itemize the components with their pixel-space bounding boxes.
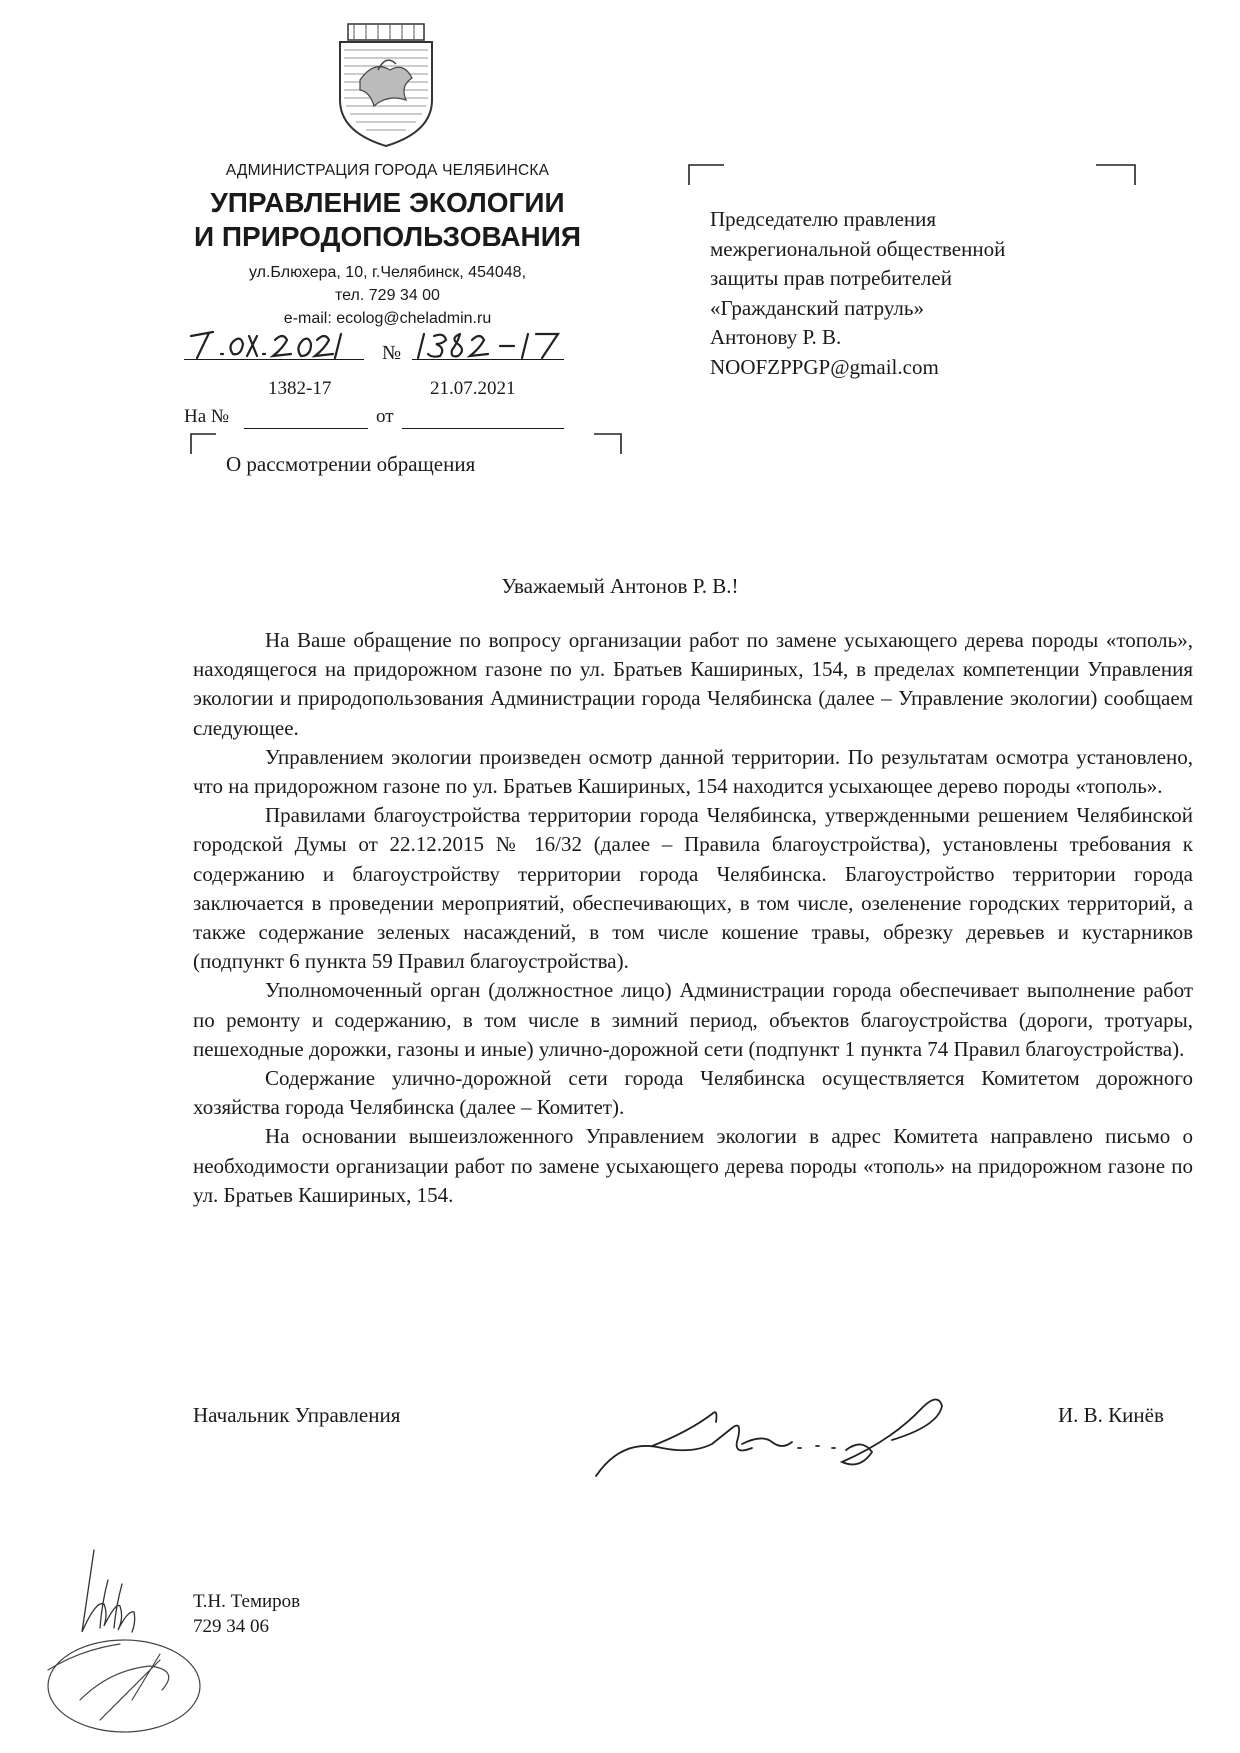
addressee-line: защиты прав потребителей: [710, 266, 952, 290]
greeting: Уважаемый Антонов Р. В.!: [501, 574, 739, 598]
body-paragraph: На Ваше обращение по вопросу организации работ по замене усыхающего дерева породы «тополь», находящегося на придорожном газоне по ул. Братьев Кашириных, 154, в пределах компетенции Управления экологии и природопользования Администрации города Челябинска (далее – Управление экологии) сообщаем следующее.: [193, 628, 1193, 740]
body-paragraph: Правилами благоустройства территории города Челябинска, утвержденными решением Челябинской городской Думы от 22.12.2015 № 16/32 (далее – Правила благоустройства), установлены требования к содержанию и благоустройству территории города Челябинска. Благоустройство территории города заключается в проведении мероприятий, обеспечивающих, в том числе, озеленение городских территорий, а также содержание зеленых насаждений, в том числе кошение травы, обрезку деревьев и кустарников (подпункт 6 пункта 59 Правил благоустройства).: [193, 803, 1193, 974]
department-phone: тел. 729 34 00: [335, 287, 440, 304]
registration-number-printed: 1382-17: [268, 378, 332, 399]
city-coat-of-arms-icon: [334, 20, 438, 150]
addressee-block: [710, 205, 1005, 382]
letter-body: [193, 626, 1193, 1210]
executor-name: Т.Н. Темиров: [193, 1591, 301, 1612]
registration-date-printed: 21.07.2021: [430, 378, 516, 399]
handwritten-signature: [592, 1378, 952, 1488]
addressee-email: NOOFZPPGP@gmail.com: [710, 354, 939, 379]
body-paragraph: На основании вышеизложенного Управлением экологии в адрес Комитета направлено письмо о необходимости организации работ по замене усыхающего дерева породы «тополь» на придорожном газоне по ул. Братьев Кашириных, 154.: [193, 1124, 1193, 1207]
department-name: [150, 186, 625, 254]
reference-number-line: [244, 427, 368, 429]
handwritten-stamp-mark: [40, 1630, 210, 1745]
reference-number-label: На №: [184, 406, 230, 427]
reference-date-line: [402, 427, 564, 429]
signatory-name: И. В. Кинёв: [1058, 1403, 1164, 1427]
reference-date-label: от: [376, 406, 394, 427]
administration-name: АДМИНИСТРАЦИЯ ГОРОДА ЧЕЛЯБИНСКА: [225, 162, 550, 179]
body-paragraph: Содержание улично-дорожной сети города Челябинска осуществляется Комитетом дорожного хозяйства города Челябинска (далее – Комитет).: [193, 1066, 1193, 1120]
executor-phone: 729 34 06: [193, 1616, 269, 1637]
addressee-line: межрегиональной общественной: [710, 236, 1006, 261]
handwritten-registration-number: [414, 326, 564, 362]
department-address: ул.Блюхера, 10, г.Челябинск, 454048,: [248, 264, 527, 281]
addressee-field-corners: [688, 164, 1136, 186]
department-email: e-mail: ecolog@cheladmin.ru: [283, 310, 492, 327]
letter-subject: О рассмотрении обращения: [226, 452, 476, 476]
addressee-line: Антонову Р. В.: [710, 325, 842, 349]
addressee-line: Председателю правления: [710, 207, 937, 231]
registration-number-sign: №: [382, 342, 402, 364]
addressee-line: «Гражданский патруль»: [710, 295, 924, 320]
body-paragraph: Управлением экологии произведен осмотр данной территории. По результатам осмотра установлено, что на придорожном газоне по ул. Братьев Кашириных, 154 находится усыхающее дерево породы «тополь».: [193, 744, 1193, 799]
handwritten-visa-mark: [64, 1540, 154, 1640]
department-name-line1: УПРАВЛЕНИЕ ЭКОЛОГИИ: [210, 187, 565, 218]
department-name-line2: И ПРИРОДОПОЛЬЗОВАНИЯ: [193, 221, 582, 252]
body-paragraph: Уполномоченный орган (должностное лицо) Администрации города обеспечивает выполнение работ по ремонту и содержанию, в том числе в зимний период, объектов благоустройства (дороги, тротуары, пешеходные дорожки, газоны и иные) улично-дорожной сети (подпункт 1 пункта 74 Правил благоустройства).: [193, 978, 1193, 1061]
signatory-title: Начальник Управления: [193, 1403, 401, 1427]
handwritten-registration-date: [183, 326, 363, 362]
